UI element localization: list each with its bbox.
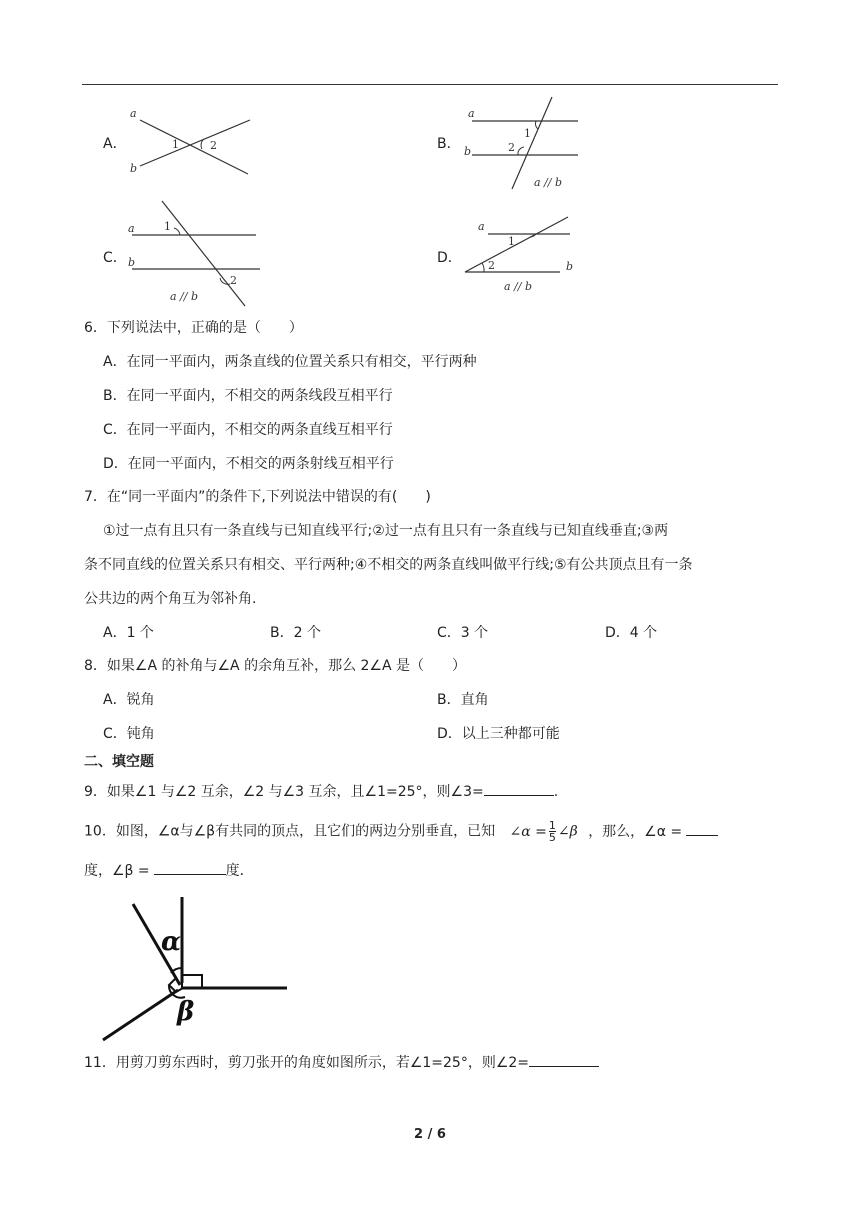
formula-left: ∠α = [509,823,547,840]
answer-blank[interactable] [154,860,226,875]
question-10-part1: 10．如图，∠α与∠β有共同的顶点，且它们的两边分别垂直，已知 [84,823,496,840]
header-rule [82,84,778,85]
parallel-caption: a // b [534,176,563,189]
question-10-line2 [84,860,254,881]
answer-blank[interactable] [529,1052,599,1067]
question-10-line2-a: 度，∠β = [84,863,150,879]
angle-label-1: 1 [524,127,531,140]
parallel-lines-diagram [460,210,590,300]
question-7-body-line: 公共边的两个角互为邻补角. [84,591,257,607]
perpendicular-angles-diagram [95,895,295,1045]
line-label-b: b [128,256,136,269]
question-7-option-d: D．4 个 [605,625,658,641]
question-7-body-line: 条不同直线的位置关系只有相交、平行两种;④不相交的两条直线叫做平行线;⑤有公共顶点且有一条 [84,557,693,573]
question-6-option-b: B．在同一平面内，不相交的两条线段互相平行 [103,388,393,404]
question-11-text: 11．用剪刀剪东西时，剪刀张开的角度如图所示，若∠1=25°，则∠2= [84,1055,530,1071]
question-9-text: 9．如果∠1 与∠2 互余，∠2 与∠3 互余，且∠1=25°，则∠3= [84,784,484,800]
line-label-b: b [566,260,574,273]
question-6-option-c: C．在同一平面内，不相交的两条直线互相平行 [103,422,393,438]
question-8-stem: 8．如果∠A 的补角与∠A 的余角互补，那么 2∠A 是（ ） [84,658,466,674]
question-6-option-a: A．在同一平面内，两条直线的位置关系只有相交，平行两种 [103,354,477,370]
fraction [549,820,556,843]
option-label: B． [437,136,461,152]
question-9 [84,781,558,802]
intersecting-lines-diagram [120,100,260,180]
question-10-part2: ，那么，∠α = [588,823,683,840]
question-6-stem: 6．下列说法中，正确的是（ ） [84,320,303,336]
question-8-option-d: D．以上三种都可能 [437,726,560,742]
question-11 [84,1052,599,1073]
angle-label-1: 1 [172,138,179,151]
line-label-a: a [130,107,137,120]
section-heading: 二、填空题 [84,754,154,770]
question-6-option-d: D．在同一平面内，不相交的两条射线互相平行 [103,456,394,472]
question-9-end: . [553,784,559,800]
parallel-lines-diagram [460,95,590,193]
fraction-numerator: 1 [548,819,556,832]
question-10-line2-b: 度． [225,863,254,879]
line-label-a: a [468,107,475,120]
question-8-option-a: A．锐角 [103,692,155,708]
angle-label-1: 1 [508,235,515,248]
parallel-lines-diagram [120,198,270,308]
line-label-b: b [130,162,138,175]
parallel-caption: a // b [170,290,199,303]
question-7-option-b: B．2 个 [270,625,321,641]
line-label-a: a [128,222,135,235]
formula-right: ∠β [557,823,578,840]
angle-label-2: 2 [488,259,495,272]
page-number: 2 / 6 [414,1127,446,1142]
question-7-body-line: ①过一点有且只有一条直线与已知直线平行;②过一点有且只有一条直线与已知直线垂直;③两 [103,523,669,539]
parallel-caption: a // b [504,280,533,293]
option-label: C． [103,250,127,266]
beta-label: β [177,997,195,1027]
line-label-a: a [478,220,485,233]
question-7-option-c: C．3 个 [437,625,489,641]
option-label: A． [103,136,127,152]
angle-label-2: 2 [230,274,237,287]
line-label-b: b [464,145,472,158]
answer-blank[interactable] [484,781,554,796]
angle-label-1: 1 [164,220,171,233]
option-label: D． [437,250,462,266]
angle-label-2: 2 [508,141,515,154]
question-7-stem: 7．在“同一平面内”的条件下,下列说法中错误的有( ) [84,489,431,505]
answer-blank[interactable] [686,821,718,836]
question-8-option-b: B．直角 [437,692,489,708]
question-10-line1 [84,820,718,843]
question-7-option-a: A．1 个 [103,625,154,641]
question-8-option-c: C．钝角 [103,726,155,742]
alpha-label: α [161,927,182,957]
angle-label-2: 2 [210,139,217,152]
fraction-denominator: 5 [548,831,556,844]
